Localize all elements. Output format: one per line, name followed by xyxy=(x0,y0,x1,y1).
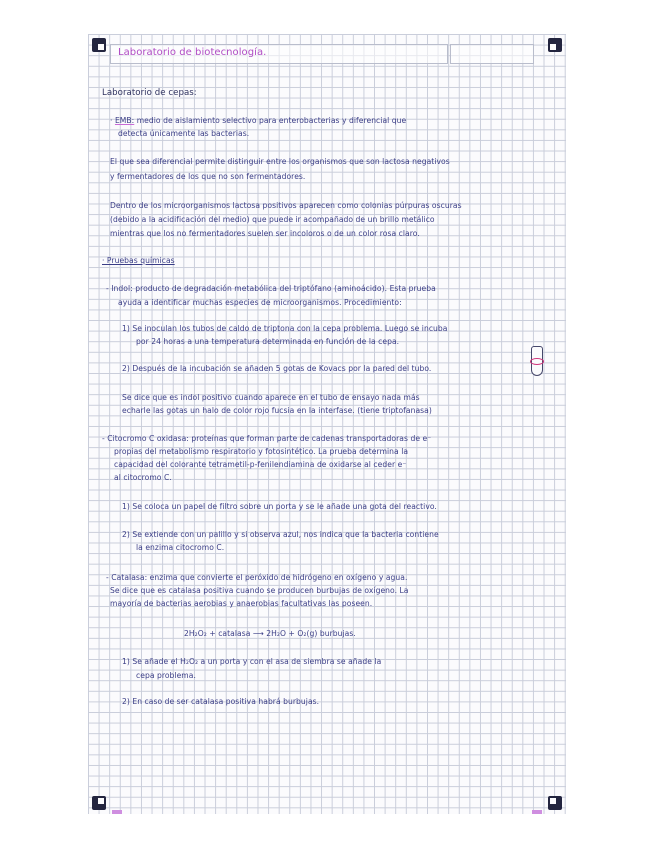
catalasa-line-1: - Catalasa: enzima que convierte el peróxido de hidrógeno en oxígeno y agua. xyxy=(106,573,408,582)
citocromo-line-2: propias del metabolismo respiratorio y fotosintético. La prueba determina la xyxy=(114,447,409,456)
corner-mark-icon xyxy=(548,38,562,52)
section-heading: Laboratorio de cepas: xyxy=(102,88,197,98)
emb-bullet: · xyxy=(110,116,113,125)
test-tube-icon xyxy=(531,346,543,376)
corner-mark-icon xyxy=(92,38,106,52)
fuchsia-ring-icon xyxy=(530,358,544,365)
catalasa-step1-line-1: 1) Se añade el H₂O₂ a un porta y con el asa de siembra se añade la xyxy=(122,657,382,666)
indol-line-2: ayuda a identificar muchas especies de microorganismos. Procedimiento: xyxy=(118,298,402,307)
catalasa-step2: 2) En caso de ser catalasa positiva habrá burbujas. xyxy=(122,697,320,706)
indol-line-1: - Indol: producto de degradación metabólica del triptófano (aminoácido). Esta prueba xyxy=(106,284,436,293)
para2-line-3: mientras que los no fermentadores suelen ser incoloros o de un color rosa claro. xyxy=(110,229,420,238)
para2-line-2: (debido a la acidificación del medio) que puede ir acompañado de un brillo metálico xyxy=(110,215,435,224)
corner-mark-icon xyxy=(92,796,106,810)
citocromo-line-3: capacidad del colorante tetrametil-p-fenilendiamina de oxidarse al ceder e⁻ xyxy=(114,460,407,469)
emb-line-1 xyxy=(110,115,406,126)
pruebas-heading: · Pruebas químicas xyxy=(102,256,175,265)
page-title: Laboratorio de biotecnología. xyxy=(118,47,267,58)
catalasa-line-2: Se dice que es catalasa positiva cuando se producen burbujas de oxígeno. La xyxy=(110,586,409,595)
corner-mark-icon xyxy=(548,796,562,810)
emb-term: EMB: xyxy=(114,116,135,125)
catalasa-step1-line-2: cepa problema. xyxy=(136,671,196,680)
citocromo-step2-line-2: la enzima citocromo C. xyxy=(136,543,225,552)
page-tab-right xyxy=(532,810,542,814)
para1-line-1: El que sea diferencial permite distinguir entre los organismos que son lactosa negativos xyxy=(110,157,450,166)
catalasa-equation: 2H₂O₂ + catalasa ⟶ 2H₂O + O₂(g) burbujas. xyxy=(184,629,356,638)
indol-result-line-2: echarle las gotas un halo de color rojo fucsia en la interfase. (tiene triptofanasa) xyxy=(122,406,432,415)
citocromo-step2-line-1: 2) Se extiende con un palillo y si observa azul, nos indica que la bacteria contiene xyxy=(122,530,439,539)
date-box xyxy=(450,44,534,64)
indol-step2: 2) Después de la incubación se añaden 5 gotas de Kovacs por la pared del tubo. xyxy=(122,364,432,373)
indol-step1-line-2: por 24 horas a una temperatura determinada en función de la cepa. xyxy=(136,337,400,346)
para1-line-2: y fermentadores de los que no son fermentadores. xyxy=(110,172,306,181)
catalasa-line-3: mayoría de bacterias aerobias y anaerobias facultativas las poseen. xyxy=(110,599,373,608)
citocromo-step1: 1) Se coloca un papel de filtro sobre un porta y se le añade una gota del reactivo. xyxy=(122,502,437,511)
indol-result-line-1: Se dice que es indol positivo cuando aparece en el tubo de ensayo nada más xyxy=(122,393,420,402)
citocromo-line-1: - Citocromo C oxidasa: proteínas que forman parte de cadenas transportadoras de e⁻ xyxy=(102,434,432,443)
para2-line-1: Dentro de los microorganismos lactosa positivos aparecen como colonias púrpuras oscuras xyxy=(110,201,462,210)
indol-step1-line-1: 1) Se inoculan los tubos de caldo de triptona con la cepa problema. Luego se incuba xyxy=(122,324,448,333)
notebook-page xyxy=(88,34,566,814)
emb-line-2: detecta únicamente las bacterias. xyxy=(118,129,250,138)
emb-text: medio de aislamiento selectivo para enterobacterias y diferencial que xyxy=(136,116,407,125)
citocromo-line-4: al citocromo C. xyxy=(114,473,172,482)
page-tab-left xyxy=(112,810,122,814)
